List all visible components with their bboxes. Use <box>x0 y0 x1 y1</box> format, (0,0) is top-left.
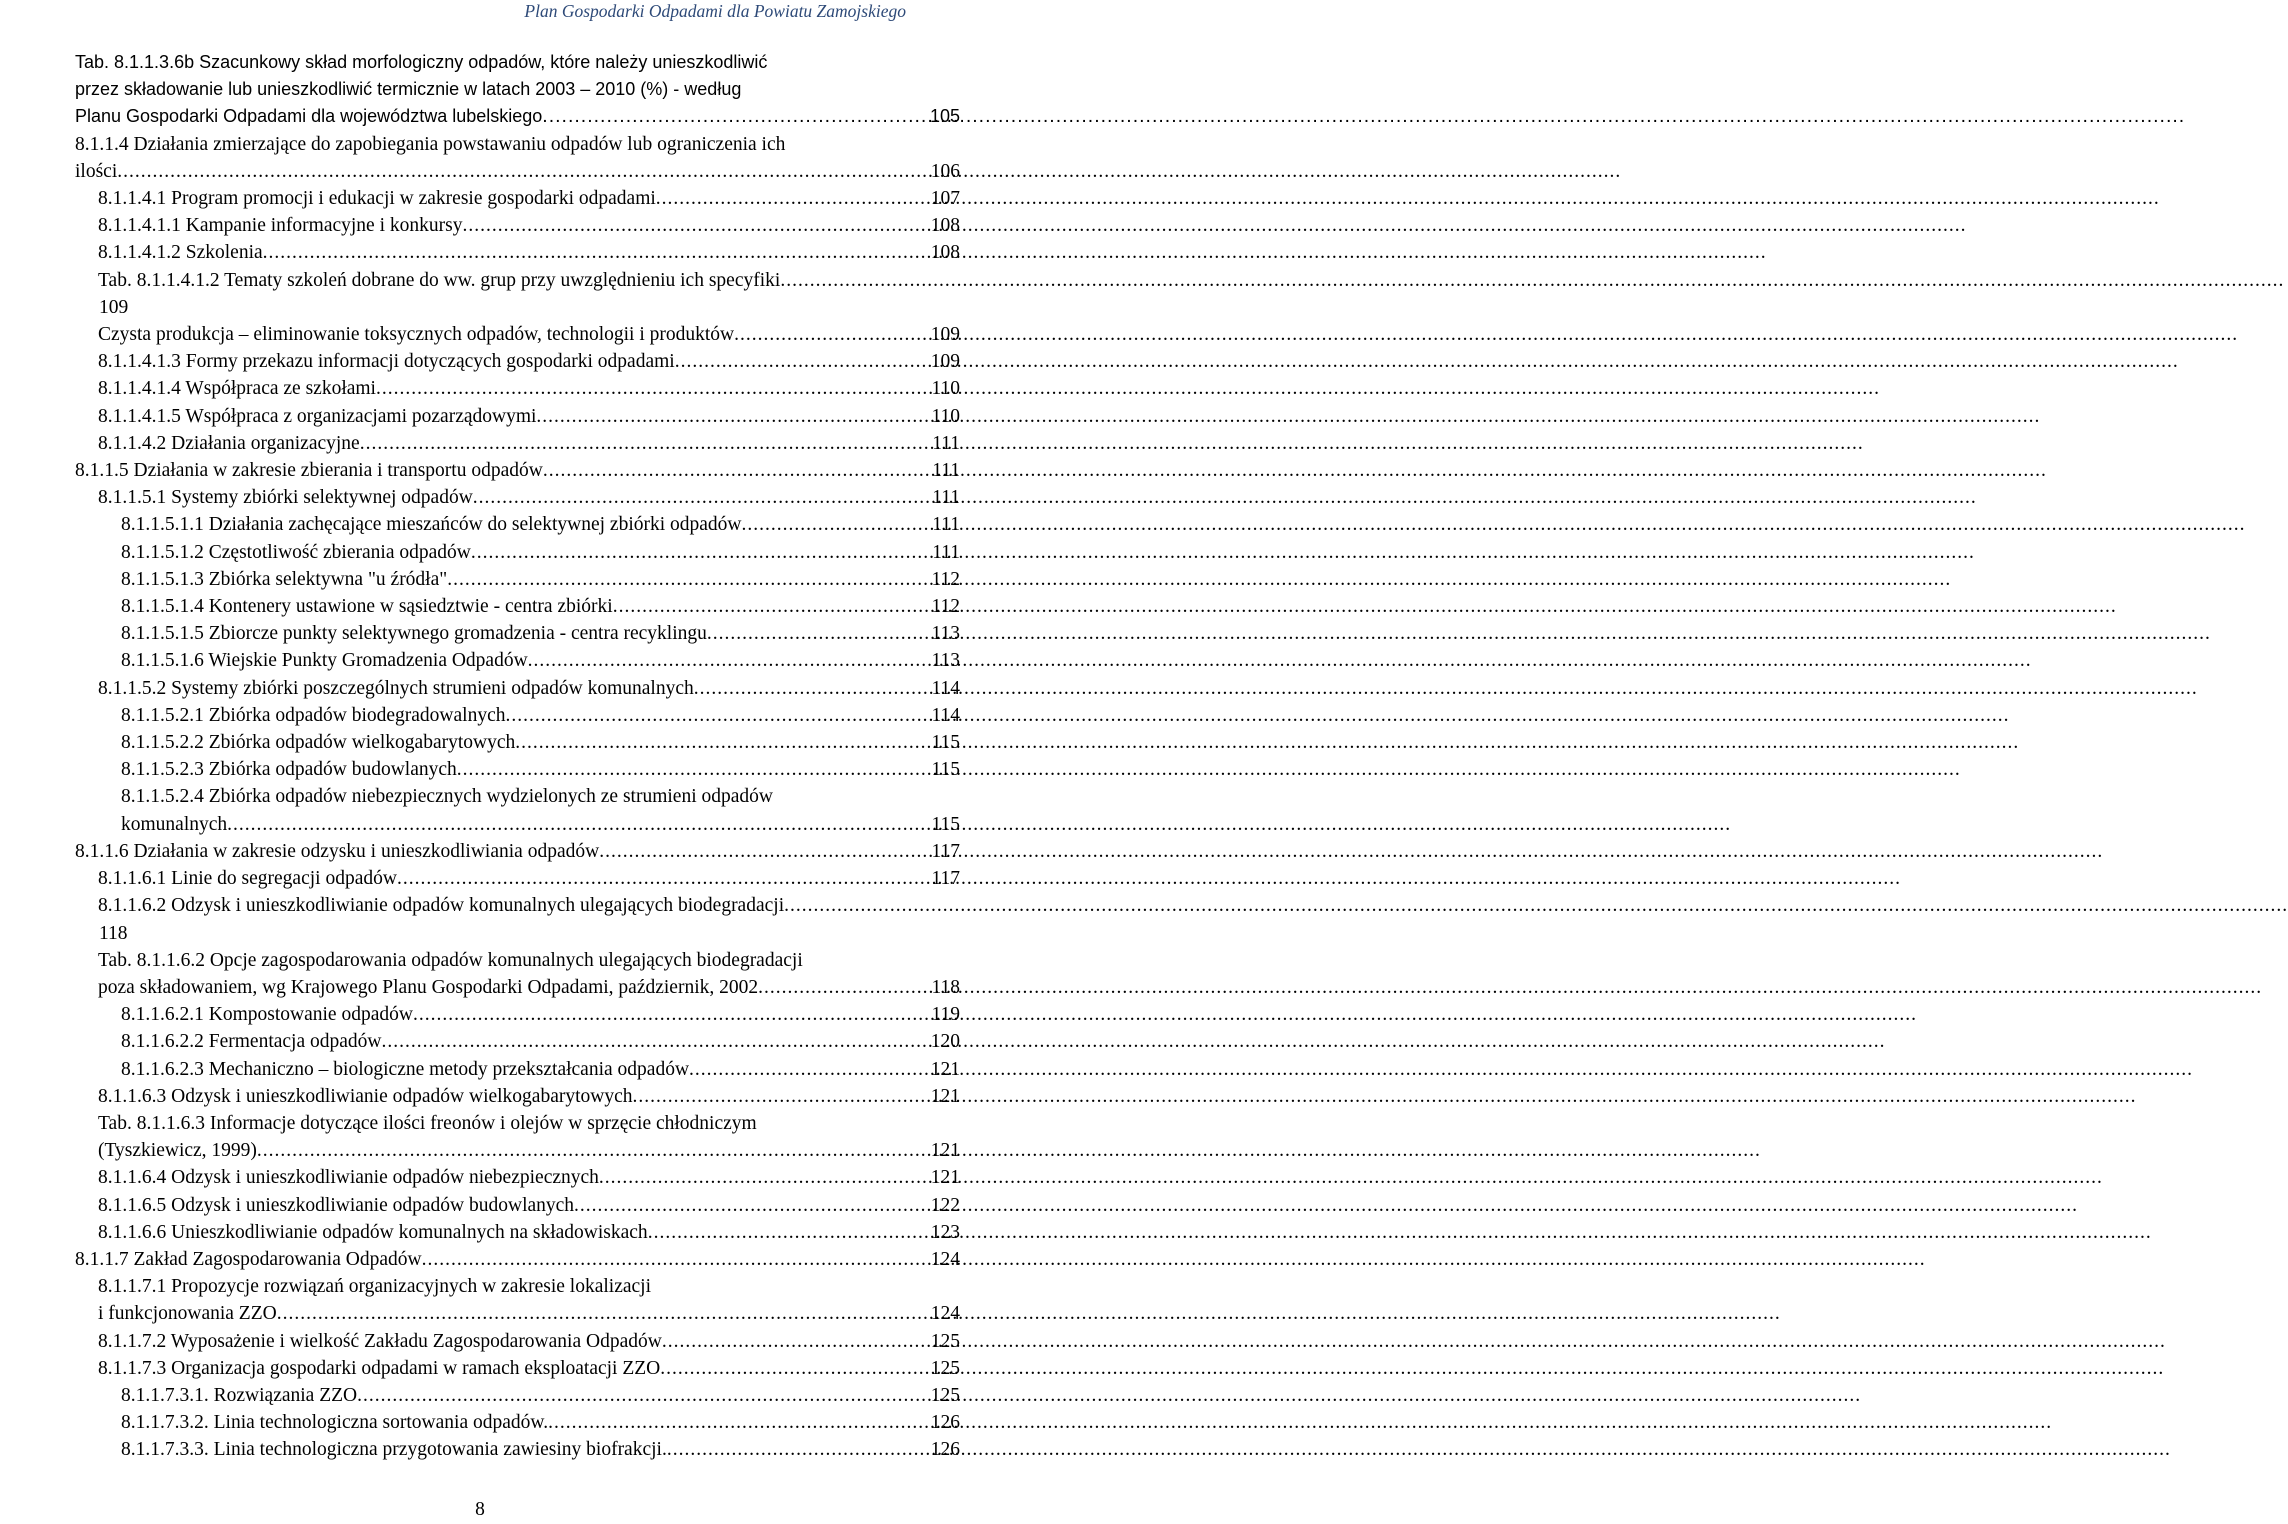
toc-entry[interactable] <box>0 566 960 593</box>
page-number: 120 <box>930 1031 960 1053</box>
toc-entry-text: 8.1.1.6 Działania w zakresie odzysku i unieszkodliwiania odpadów <box>75 840 600 862</box>
toc-entry-text: 8.1.1.7 Zakład Zagospodarowania Odpadów <box>75 1248 422 1270</box>
toc-entry-text: 8.1.1.4.1.2 Szkolenia <box>98 242 263 264</box>
dot-leader <box>784 892 960 919</box>
page-number: 118 <box>931 976 960 998</box>
toc-entry-text: 8.1.1.4.1.5 Współpraca z organizacjami pozarządowymi <box>98 405 537 427</box>
toc-entry-text: 8.1.1.4.1.1 Kampanie informacyjne i konkursy <box>98 215 463 237</box>
toc-entry[interactable] <box>0 1219 960 1246</box>
page-number: 109 <box>930 324 960 346</box>
toc-entry-text: (Tyszkiewicz, 1999) <box>98 1140 257 1162</box>
toc-entry-text: 8.1.1.6.3 Odzysk i unieszkodliwianie odpadów wielkogabarytowych <box>98 1085 633 1107</box>
toc-entry-text: 8.1.1.6.4 Odzysk i unieszkodliwianie odpadów niebezpiecznych <box>98 1167 599 1189</box>
page-number: 125 <box>930 1330 960 1352</box>
toc-entry-text: 8.1.1.6.2.2 Fermentacja odpadów <box>121 1031 382 1053</box>
page-number: 112 <box>931 596 960 618</box>
dot-leader <box>227 811 930 838</box>
dot-leader <box>506 702 931 729</box>
dot-leader <box>548 1409 930 1436</box>
toc-entry[interactable] <box>0 702 960 729</box>
dot-leader <box>742 511 932 538</box>
dot-leader <box>656 185 930 212</box>
toc-entry-text: 8.1.1.6.2 Odzysk i unieszkodliwianie odpadów komunalnych ulegających biodegradacji <box>98 895 785 917</box>
toc-entry[interactable] <box>0 484 960 511</box>
toc-entry[interactable] <box>0 1001 960 1028</box>
toc-entry[interactable] <box>0 675 960 702</box>
page-number: 115 <box>931 759 960 781</box>
toc-entry-text: 8.1.1.7.3.1. Rozwiązania ZZO <box>121 1384 358 1406</box>
toc-entry-text: 8.1.1.7.3 Organizacja gospodarki odpadami w ramach eksploatacji ZZO <box>98 1357 661 1379</box>
page-number: 106 <box>930 160 960 182</box>
toc-entry[interactable] <box>0 838 960 865</box>
toc-entry-text: 8.1.1.5.1 Systemy zbiórki selektywnej odpadów <box>98 487 473 509</box>
toc-entry-text: ilości <box>75 160 118 182</box>
toc-entry-text: 8.1.1.5.1.5 Zbiorcze punkty selektywnego gromadzenia - centra recyklingu <box>121 623 707 645</box>
page-number: 117 <box>931 840 960 862</box>
dot-leader <box>413 1001 931 1028</box>
page-number: 124 <box>930 1248 960 1270</box>
toc-entry-text: 8.1.1.4 Działania zmierzające do zapobiegania powstawaniu odpadów lub ograniczenia ich <box>75 133 786 155</box>
page-number: 121 <box>930 1058 960 1080</box>
dot-leader <box>599 838 930 865</box>
page-number: 114 <box>931 704 960 726</box>
page-number: 114 <box>931 677 960 699</box>
toc-entry[interactable] <box>0 1056 960 1083</box>
dot-leader <box>257 1137 930 1164</box>
toc-entry-text: Tab. 8.1.1.4.1.2 Tematy szkoleń dobrane do ww. grup przy uwzględnieniu ich specyfiki <box>98 269 781 291</box>
dot-leader <box>542 103 929 130</box>
page-number: 125 <box>930 1357 960 1379</box>
dot-leader <box>536 403 930 430</box>
toc-entry-text: 8.1.1.5.1.6 Wiejskie Punkty Gromadzenia Odpadów <box>121 650 528 672</box>
toc-entry[interactable] <box>0 593 960 620</box>
toc-entry-text: Tab. 8.1.1.6.3 Informacje dotyczące ilości freonów i olejów w sprzęcie chłodniczym <box>98 1112 757 1134</box>
toc-entry[interactable] <box>0 1409 960 1436</box>
dot-leader <box>689 1056 930 1083</box>
toc-entry[interactable] <box>0 1028 960 1055</box>
toc-entry-text: 8.1.1.5 Działania w zakresie zbierania i transportu odpadów <box>75 460 543 482</box>
page-number: 108 <box>930 242 960 264</box>
toc-entry-text: Tab. 8.1.1.3.6b Szacunkowy skład morfologiczny odpadów, które należy unieszkodliwić <box>75 52 768 72</box>
toc-entry-text: 8.1.1.6.1 Linie do segregacji odpadów <box>98 868 397 890</box>
page-number: 111 <box>932 514 960 536</box>
page-number: 110 <box>931 405 960 427</box>
table-of-contents <box>0 49 960 1464</box>
toc-entry[interactable] <box>0 1382 960 1409</box>
toc-entry-text: komunalnych <box>121 813 228 835</box>
toc-entry-text: 8.1.1.5.2 Systemy zbiórki poszczególnych strumieni odpadów komunalnych <box>98 677 694 699</box>
toc-entry[interactable] <box>0 185 960 212</box>
page-number: 121 <box>930 1167 960 1189</box>
toc-entry-text: 8.1.1.6.6 Unieszkodliwianie odpadów komunalnych na składowiskach <box>98 1221 648 1243</box>
toc-entry-text: 8.1.1.5.2.1 Zbiórka odpadów biodegradowalnych <box>121 704 506 726</box>
toc-entry-text: 8.1.1.5.1.3 Zbiórka selektywna "u źródła" <box>121 568 448 590</box>
page-number: 115 <box>931 732 960 754</box>
toc-entry[interactable] <box>0 212 960 239</box>
page-number: 124 <box>930 1303 960 1325</box>
toc-entry-text: 8.1.1.5.2.4 Zbiórka odpadów niebezpiecznych wydzielonych ze strumieni odpadów <box>121 786 773 808</box>
page-number: 111 <box>932 487 960 509</box>
dot-leader <box>360 430 931 457</box>
toc-entry-text: 8.1.1.4.2 Działania organizacyjne <box>98 432 360 454</box>
toc-entry[interactable] <box>0 131 960 185</box>
dot-leader <box>528 647 931 674</box>
toc-entry[interactable] <box>0 1436 960 1463</box>
toc-entry[interactable] <box>0 620 960 647</box>
dot-leader <box>457 756 931 783</box>
dot-leader <box>758 974 930 1001</box>
toc-entry-table[interactable] <box>0 947 960 1001</box>
toc-entry[interactable] <box>0 647 960 674</box>
dot-leader <box>633 1083 930 1110</box>
page-number: 110 <box>931 378 960 400</box>
toc-entry-text: poza składowaniem, wg Krajowego Planu Gospodarki Odpadami, październik, 2002 <box>98 976 759 998</box>
toc-entry[interactable] <box>0 1083 960 1110</box>
page-number: 115 <box>931 813 960 835</box>
toc-entry[interactable] <box>0 375 960 402</box>
toc-entry[interactable] <box>0 430 960 457</box>
toc-entry[interactable] <box>0 729 960 756</box>
toc-entry[interactable] <box>0 1192 960 1219</box>
toc-entry[interactable] <box>0 865 960 892</box>
toc-entry-text: 8.1.1.5.1.4 Kontenery ustawione w sąsiedztwie - centra zbiórki <box>121 596 613 618</box>
dot-leader <box>660 1355 929 1382</box>
page-number: 111 <box>932 432 960 454</box>
dot-leader <box>462 212 929 239</box>
dot-leader <box>357 1382 930 1409</box>
page-number: 123 <box>930 1221 960 1243</box>
toc-entry-text: 8.1.1.5.1.1 Działania zachęcające mieszańców do selektywnej zbiórki odpadów <box>121 514 742 536</box>
dot-leader <box>376 375 930 402</box>
toc-entry-text: 8.1.1.7.2 Wyposażenie i wielkość Zakładu Zagospodarowania Odpadów <box>98 1330 662 1352</box>
dot-leader <box>263 239 930 266</box>
dot-leader <box>422 1246 930 1273</box>
dot-leader <box>667 1436 930 1463</box>
toc-entry-text: 8.1.1.7.3.3. Linia technologiczna przygotowania zawiesiny biofrakcji. <box>121 1439 667 1461</box>
toc-entry[interactable] <box>0 321 960 348</box>
dot-leader <box>574 1192 930 1219</box>
toc-entry-text: 8.1.1.5.1.2 Częstotliwość zbierania odpadów <box>121 541 471 563</box>
toc-entry[interactable] <box>0 1355 960 1382</box>
dot-leader <box>381 1028 929 1055</box>
dot-leader <box>780 267 960 294</box>
toc-entry-text: 8.1.1.5.2.2 Zbiórka odpadów wielkogabarytowych <box>121 732 516 754</box>
page-number: 122 <box>930 1194 960 1216</box>
page-number: 118 <box>99 922 128 944</box>
page-number: 109 <box>99 296 129 318</box>
toc-entry-text: 8.1.1.7.3.2. Linia technologiczna sortowania odpadów. <box>121 1412 549 1434</box>
toc-entry[interactable] <box>0 348 960 375</box>
page-number: 117 <box>931 868 960 890</box>
toc-entry[interactable] <box>0 511 960 538</box>
toc-entry-text: 8.1.1.7.1 Propozycje rozwiązań organizacyjnych w zakresie lokalizacji <box>98 1276 651 1298</box>
page-number: 111 <box>932 460 960 482</box>
toc-entry-text: przez składowanie lub unieszkodliwić termicznie w latach 2003 – 2010 (%) - według <box>75 79 742 100</box>
toc-entry[interactable] <box>0 457 960 484</box>
page-number: 113 <box>931 650 960 672</box>
dot-leader <box>734 321 930 348</box>
toc-entry[interactable] <box>0 539 960 566</box>
dot-leader <box>662 1328 930 1355</box>
toc-entry-text: 8.1.1.4.1.4 Współpraca ze szkołami <box>98 378 376 400</box>
dot-leader <box>613 593 931 620</box>
page-number: 105 <box>929 106 960 127</box>
toc-entry[interactable] <box>0 756 960 783</box>
toc-entry-text: 8.1.1.4.1.3 Formy przekazu informacji dotyczących gospodarki odpadami <box>98 351 675 373</box>
toc-entry-text: 8.1.1.4.1 Program promocji i edukacji w zakresie gospodarki odpadami <box>98 188 656 210</box>
toc-entry-text: Czysta produkcja – eliminowanie toksycznych odpadów, technologii i produktów <box>98 324 735 346</box>
toc-entry[interactable] <box>0 239 960 266</box>
toc-entry-text: 8.1.1.6.5 Odzysk i unieszkodliwianie odpadów budowlanych <box>98 1194 575 1216</box>
toc-entry-table[interactable] <box>0 267 960 321</box>
running-header: Plan Gospodarki Odpadami dla Powiatu Zamojskiego <box>524 1 906 21</box>
toc-entry[interactable] <box>0 1164 960 1191</box>
toc-entry[interactable] <box>0 1328 960 1355</box>
dot-leader <box>599 1164 930 1191</box>
toc-entry-text: 8.1.1.5.2.3 Zbiórka odpadów budowlanych <box>121 759 457 781</box>
page-number-footer: 8 <box>475 1499 485 1520</box>
page-number: 121 <box>930 1140 960 1162</box>
dot-leader <box>473 484 931 511</box>
toc-entry[interactable] <box>0 1246 960 1273</box>
dot-leader <box>543 457 931 484</box>
dot-leader <box>397 865 931 892</box>
toc-entry-text: 8.1.1.6.2.1 Kompostowanie odpadów <box>121 1004 413 1026</box>
page-number: 121 <box>930 1085 960 1107</box>
toc-entry[interactable] <box>0 892 960 946</box>
toc-entry[interactable] <box>0 1273 960 1327</box>
page-number: 125 <box>930 1384 960 1406</box>
dot-leader <box>117 158 930 185</box>
toc-entry-text: Tab. 8.1.1.6.2 Opcje zagospodarowania odpadów komunalnych ulegających biodegradacji <box>98 949 803 971</box>
toc-entry[interactable] <box>0 403 960 430</box>
dot-leader <box>707 620 931 647</box>
dot-leader <box>515 729 930 756</box>
page-number: 109 <box>930 351 960 373</box>
page-number: 126 <box>930 1439 960 1461</box>
dot-leader <box>675 348 930 375</box>
dot-leader <box>447 566 930 593</box>
toc-entry-table[interactable] <box>0 49 960 131</box>
toc-entry-table[interactable] <box>0 1110 960 1164</box>
dot-leader <box>277 1300 930 1327</box>
page-number: 126 <box>930 1412 960 1434</box>
page-number: 119 <box>931 1004 960 1026</box>
toc-entry-text: Planu Gospodarki Odpadami dla województwa lubelskiego <box>75 106 543 127</box>
page-number: 107 <box>930 188 960 210</box>
page-number: 111 <box>932 541 960 563</box>
dot-leader <box>694 675 931 702</box>
page-number: 108 <box>930 215 960 237</box>
toc-entry-text: 8.1.1.6.2.3 Mechaniczno – biologiczne metody przekształcania odpadów <box>121 1058 690 1080</box>
dot-leader <box>648 1219 930 1246</box>
toc-entry-text: i funkcjonowania ZZO <box>98 1303 277 1325</box>
dot-leader <box>471 539 931 566</box>
page-number: 112 <box>931 568 960 590</box>
toc-entry[interactable] <box>0 783 960 837</box>
page-number: 113 <box>931 623 960 645</box>
